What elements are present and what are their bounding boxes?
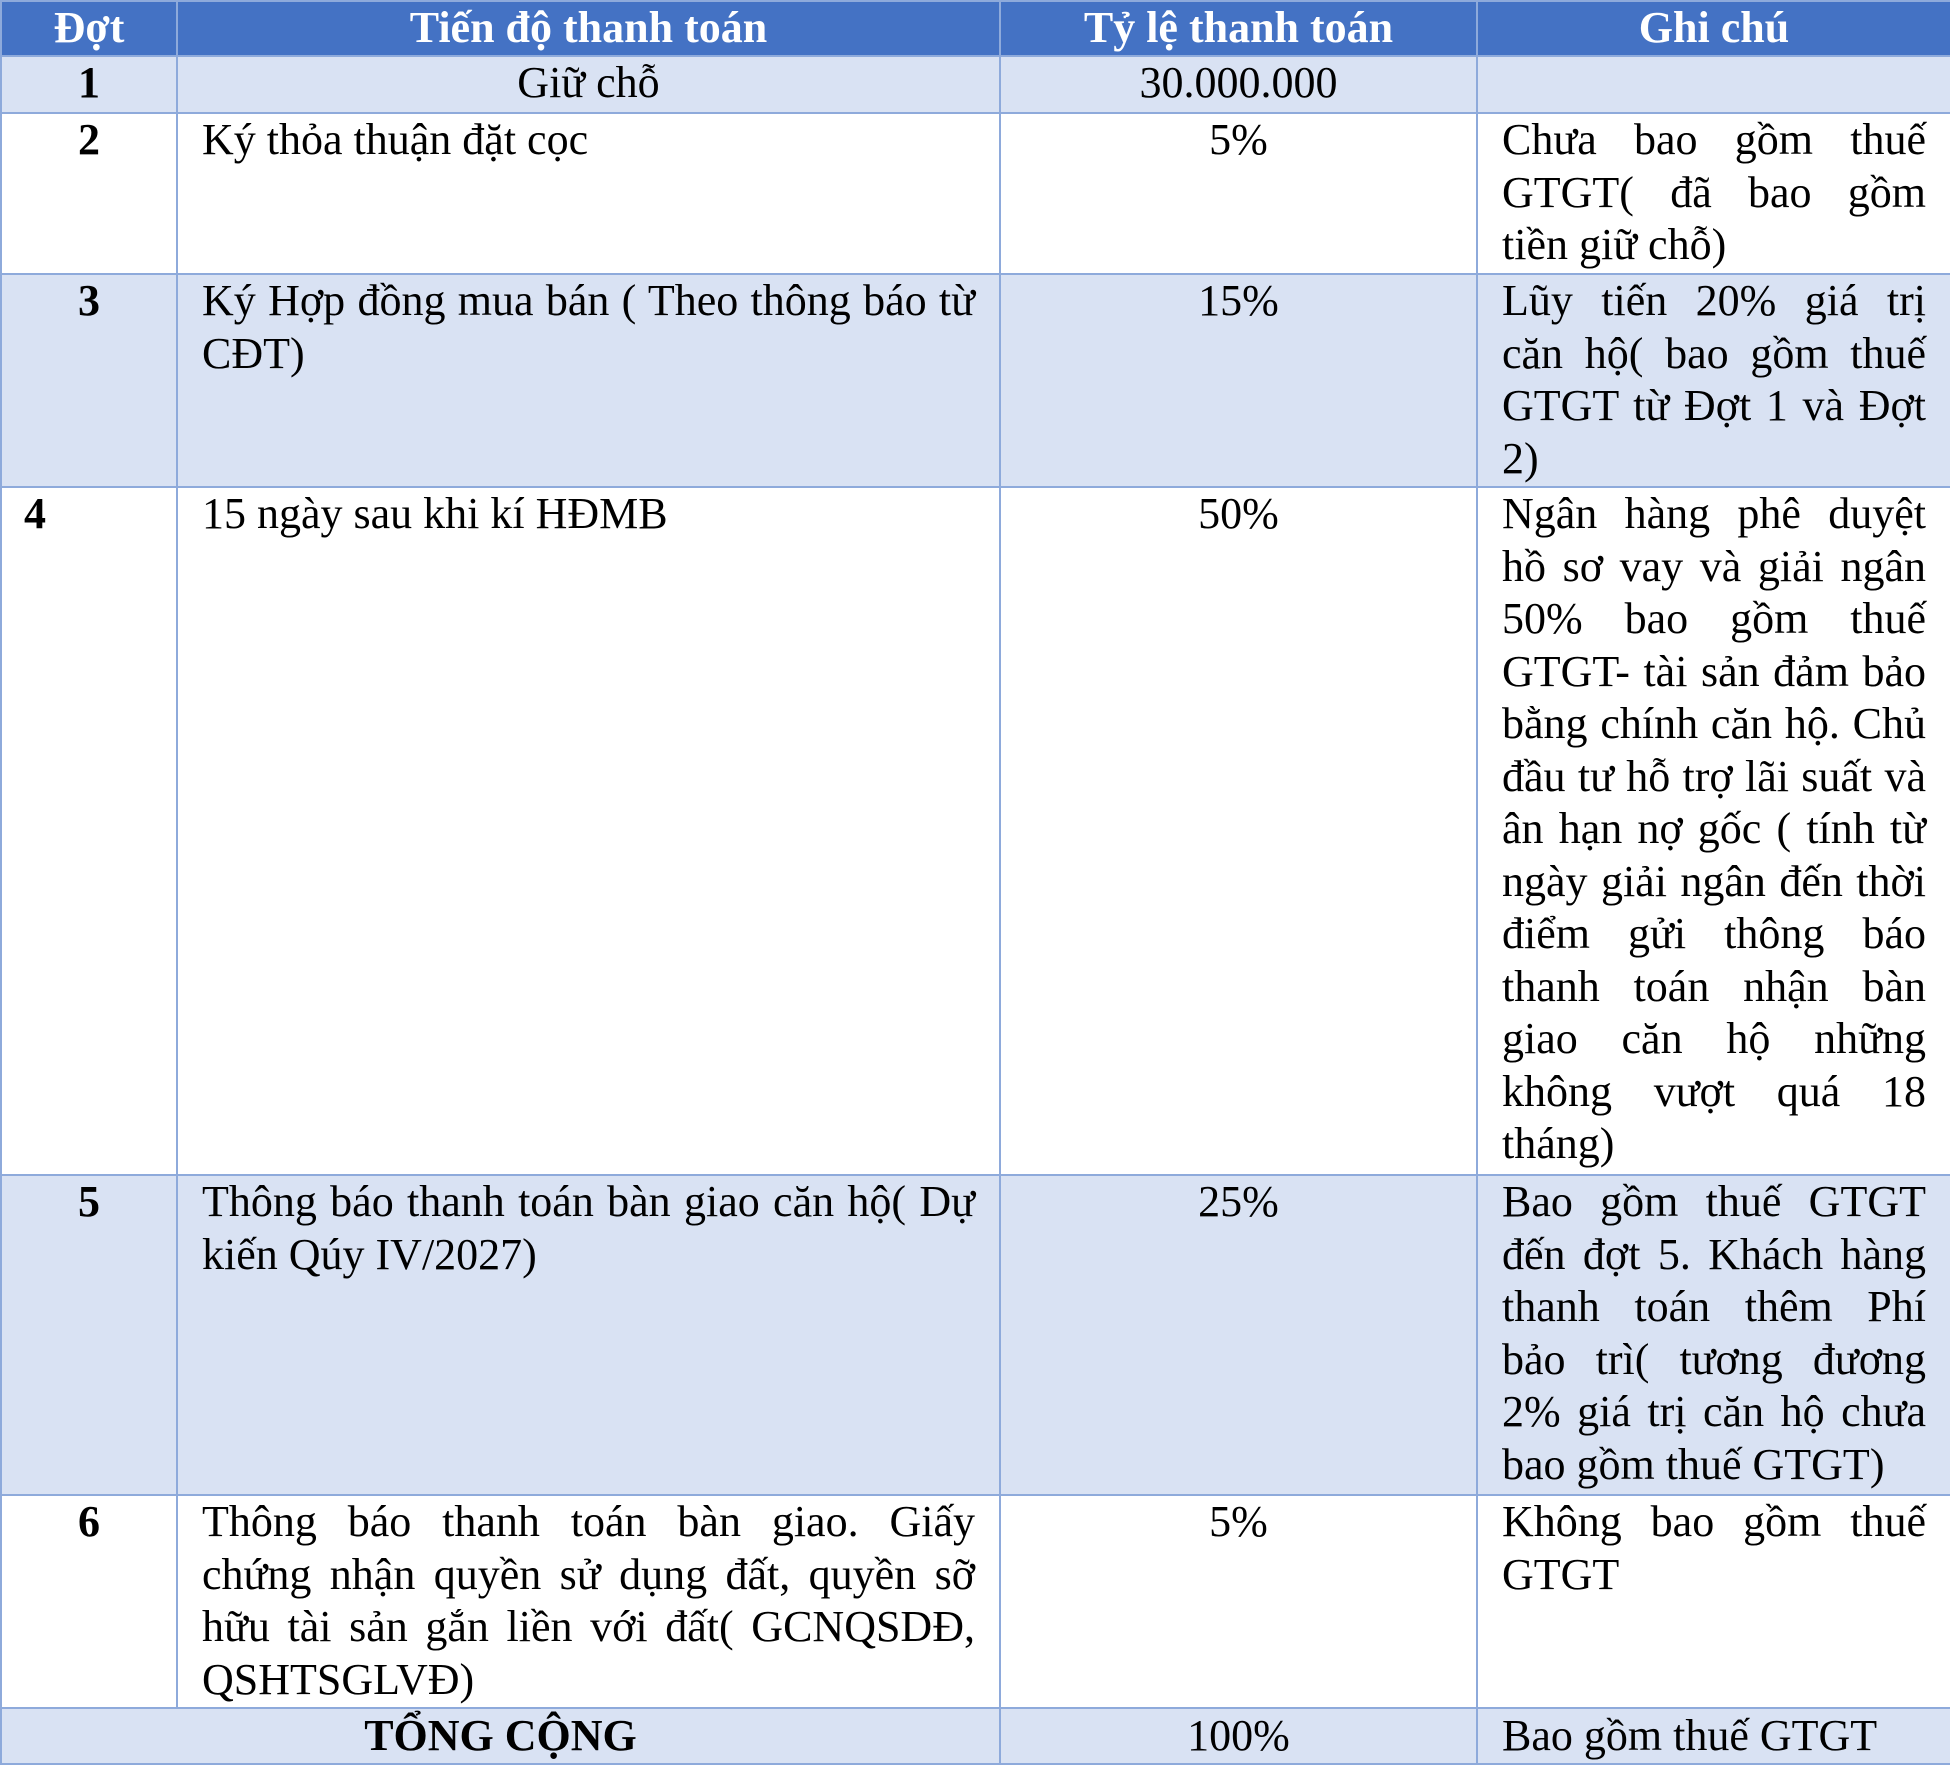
- row-3-dot: 3: [1, 274, 177, 487]
- row-4-tien-do: 15 ngày sau khi kí HĐMB: [177, 487, 1000, 1175]
- table-row: [1, 1495, 1950, 1708]
- row-1-ghi-chu: [1477, 56, 1950, 113]
- table-row: [1, 113, 1950, 274]
- header-dot: Đợt: [1, 1, 177, 56]
- row-2-ghi-chu: Chưa bao gồm thuế GTGT( đã bao gồm tiền giữ chỗ): [1477, 113, 1950, 274]
- row-2-tien-do: Ký thỏa thuận đặt cọc: [177, 113, 1000, 274]
- row-6-ty-le: 5%: [1000, 1495, 1477, 1708]
- table-row: [1, 56, 1950, 113]
- row-1-dot: 1: [1, 56, 177, 113]
- header-ty-le: Tỷ lệ thanh toán: [1000, 1, 1477, 56]
- row-4-ty-le: 50%: [1000, 487, 1477, 1175]
- table-row: [1, 274, 1950, 487]
- row-4-dot: 4: [1, 487, 177, 1175]
- row-5-tien-do: Thông báo thanh toán bàn giao căn hộ( Dự kiến Qúy IV/2027): [177, 1175, 1000, 1495]
- row-2-dot: 2: [1, 113, 177, 274]
- row-6-ghi-chu: Không bao gồm thuế GTGT: [1477, 1495, 1950, 1708]
- row-6-dot: 6: [1, 1495, 177, 1708]
- row-5-dot: 5: [1, 1175, 177, 1495]
- header-ghi-chu: Ghi chú: [1477, 1, 1950, 56]
- header-tien-do: Tiến độ thanh toán: [177, 1, 1000, 56]
- row-6-tien-do: Thông báo thanh toán bàn giao. Giấy chứng nhận quyền sử dụng đất, quyền sỡ hữu tài sản gắn liền với đất( GCNQSDĐ, QSHTSGLVĐ): [177, 1495, 1000, 1708]
- row-2-ty-le: 5%: [1000, 113, 1477, 274]
- row-1-tien-do: Giữ chỗ: [177, 56, 1000, 113]
- total-ghi-chu: Bao gồm thuế GTGT: [1477, 1708, 1950, 1764]
- row-5-ty-le: 25%: [1000, 1175, 1477, 1495]
- total-label: TỔNG CỘNG: [1, 1708, 1000, 1764]
- row-5-ghi-chu: Bao gồm thuế GTGT đến đợt 5. Khách hàng thanh toán thêm Phí bảo trì( tương đương 2% giá trị căn hộ chưa bao gồm thuế GTGT): [1477, 1175, 1950, 1495]
- row-4-ghi-chu: Ngân hàng phê duyệt hồ sơ vay và giải ngân 50% bao gồm thuế GTGT- tài sản đảm bảo bằng chính căn hộ. Chủ đầu tư hỗ trợ lãi suất và ân hạn nợ gốc ( tính từ ngày giải ngân đến thời điểm gửi thông báo thanh toán nhận bàn giao căn hộ những không vượt quá 18 tháng): [1477, 487, 1950, 1175]
- table-row: [1, 1175, 1950, 1495]
- header-row: [1, 1, 1950, 56]
- row-3-tien-do: Ký Hợp đồng mua bán ( Theo thông báo từ CĐT): [177, 274, 1000, 487]
- row-3-ghi-chu: Lũy tiến 20% giá trị căn hộ( bao gồm thuế GTGT từ Đợt 1 và Đợt 2): [1477, 274, 1950, 487]
- table-row: [1, 487, 1950, 1175]
- total-row: [1, 1708, 1950, 1764]
- total-ty-le: 100%: [1000, 1708, 1477, 1764]
- row-1-ty-le: 30.000.000: [1000, 56, 1477, 113]
- row-3-ty-le: 15%: [1000, 274, 1477, 487]
